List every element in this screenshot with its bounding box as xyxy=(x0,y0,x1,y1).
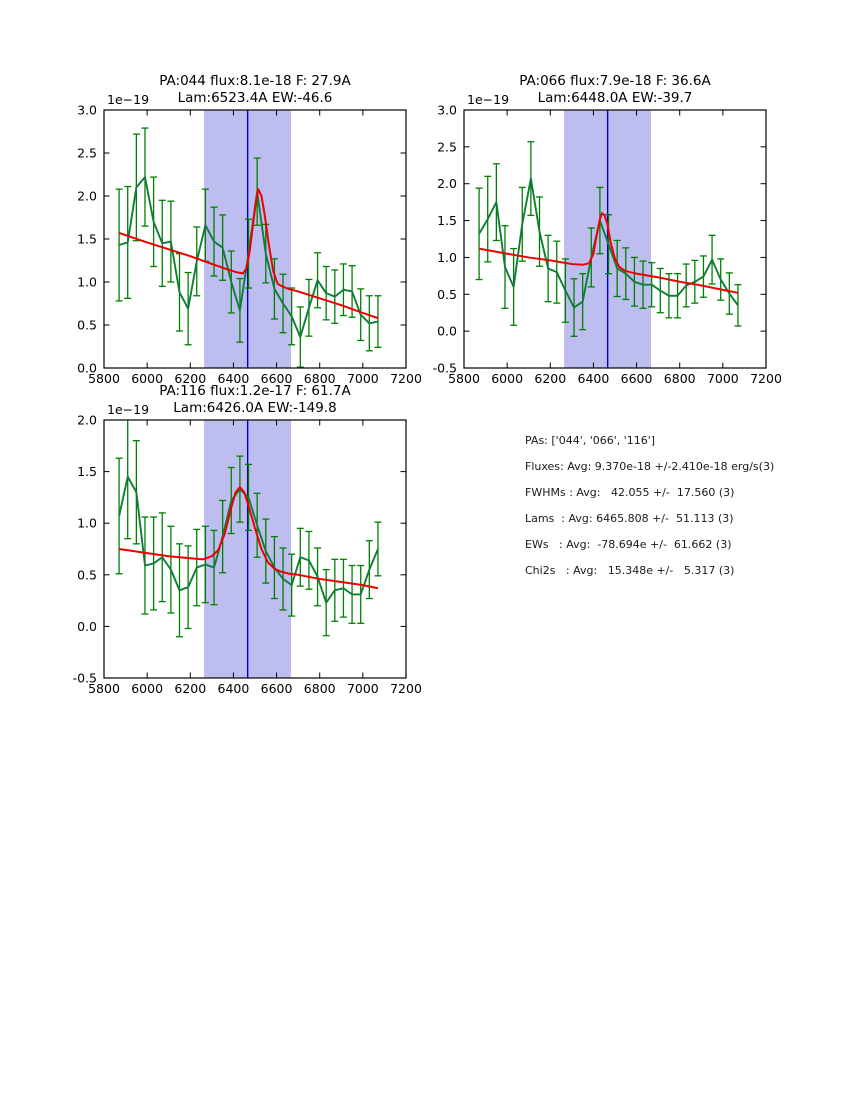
y-tick-label: 3.0 xyxy=(437,102,457,118)
x-tick-label: 5800 xyxy=(88,681,120,696)
x-tick-label: 6800 xyxy=(663,371,696,386)
y-tick-label: 1.0 xyxy=(437,249,457,265)
x-tick-label: 6000 xyxy=(491,371,524,386)
x-tick-label: 6800 xyxy=(303,681,336,696)
stats-line-fwhms: FWHMs : Avg: 42.055 +/- 17.560 (3) xyxy=(525,486,735,499)
plot2-offset-label: 1e−19 xyxy=(467,92,510,107)
plot1-title-line2: Lam:6523.4A EW:-46.6 xyxy=(177,90,333,106)
y-tick-label: 2.0 xyxy=(437,176,457,192)
x-tick-label: 6200 xyxy=(174,371,207,386)
x-tick-label: 6400 xyxy=(577,371,610,386)
y-tick-label: 0.0 xyxy=(437,323,457,339)
y-tick-label: 0.0 xyxy=(77,618,97,634)
plot3-title-line1: PA:116 flux:1.2e-17 F: 61.7A xyxy=(159,383,351,399)
x-tick-label: 7200 xyxy=(390,371,422,386)
x-tick-label: 7000 xyxy=(706,371,739,386)
x-tick-label: 7200 xyxy=(750,371,782,386)
y-tick-label: 1.5 xyxy=(77,464,97,480)
y-tick-label: 0.5 xyxy=(77,567,97,583)
y-tick-label: 2.0 xyxy=(77,412,97,428)
y-tick-label: 1.5 xyxy=(437,213,457,229)
x-tick-label: 6200 xyxy=(534,371,567,386)
y-tick-label: 2.5 xyxy=(77,145,97,161)
y-tick-label: 1.0 xyxy=(77,515,97,531)
stats-line-lams: Lams : Avg: 6465.808 +/- 51.113 (3) xyxy=(525,512,734,525)
stats-line-chi2s: Chi2s : Avg: 15.348e +/- 5.317 (3) xyxy=(525,564,735,577)
y-tick-label: 2.5 xyxy=(437,139,457,155)
plot3-title-line2: Lam:6426.0A EW:-149.8 xyxy=(173,400,337,416)
x-tick-label: 6800 xyxy=(303,371,336,386)
x-tick-label: 6400 xyxy=(217,371,250,386)
plot-panel-pa116 xyxy=(73,413,422,697)
x-tick-label: 6000 xyxy=(131,371,164,386)
y-tick-label: 1.0 xyxy=(77,274,97,290)
x-tick-label: 6400 xyxy=(217,681,250,696)
y-tick-label: -0.5 xyxy=(432,360,457,376)
stats-line-fluxes: Fluxes: Avg: 9.370e-18 +/-2.410e-18 erg/s(3) xyxy=(525,460,775,473)
x-tick-label: 5800 xyxy=(448,371,480,386)
x-tick-label: 6000 xyxy=(131,681,164,696)
plot1-title-line1: PA:044 flux:8.1e-18 F: 27.9A xyxy=(159,73,351,89)
plot3-offset-label: 1e−19 xyxy=(107,402,150,417)
x-tick-label: 5800 xyxy=(88,371,120,386)
x-tick-label: 6600 xyxy=(620,371,653,386)
y-tick-label: 3.0 xyxy=(77,102,97,118)
stats-line-ews: EWs : Avg: -78.694e +/- 61.662 (3) xyxy=(525,538,732,551)
y-tick-label: 0.5 xyxy=(437,286,457,302)
x-tick-label: 6600 xyxy=(260,371,293,386)
y-tick-label: 0.5 xyxy=(77,317,97,333)
x-tick-label: 7200 xyxy=(390,681,422,696)
y-tick-label: 2.0 xyxy=(77,188,97,204)
x-tick-label: 6600 xyxy=(260,681,293,696)
x-tick-label: 6200 xyxy=(174,681,207,696)
y-tick-label: -0.5 xyxy=(72,670,97,686)
plot-panel-pa044 xyxy=(77,103,422,387)
plot1-offset-label: 1e−19 xyxy=(107,92,150,107)
plot2-title-line2: Lam:6448.0A EW:-39.7 xyxy=(537,90,693,106)
plot-panel-pa066 xyxy=(433,103,782,387)
stats-line-pas: PAs: ['044', '066', '116'] xyxy=(525,434,656,447)
x-tick-label: 7000 xyxy=(346,371,379,386)
x-tick-label: 7000 xyxy=(346,681,379,696)
plot2-title-line1: PA:066 flux:7.9e-18 F: 36.6A xyxy=(519,73,711,89)
y-tick-label: 0.0 xyxy=(77,360,97,376)
stats-panel xyxy=(525,428,774,584)
y-tick-label: 1.5 xyxy=(77,231,97,247)
